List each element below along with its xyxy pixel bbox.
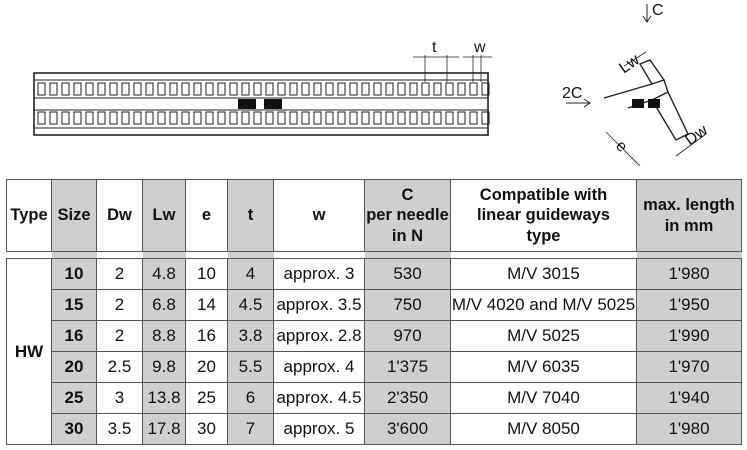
lw-cell: 9.8 (143, 352, 186, 383)
header-maxlen-line1: max. length (643, 195, 735, 214)
needle-slot (242, 112, 249, 124)
compat-cell: M/V 4020 and M/V 5025 (451, 290, 637, 321)
needle-slot (134, 112, 141, 124)
header-t: t (228, 180, 274, 252)
needle-slot (182, 83, 189, 95)
t-cell: 3.8 (228, 321, 274, 352)
w-cell: approx. 3.5 (274, 290, 365, 321)
needle-slot (362, 83, 369, 95)
needle-slot (362, 112, 369, 124)
needle-slot (194, 83, 201, 95)
dw-cell: 2 (97, 290, 143, 321)
header-compat-line3: type (526, 226, 561, 245)
dw-cell: 2.5 (97, 352, 143, 383)
size-cell: 10 (52, 259, 97, 290)
table-spacer-row (7, 252, 742, 259)
t-cell: 7 (228, 414, 274, 445)
w-cell: approx. 5 (274, 414, 365, 445)
cage-joint-left (238, 99, 256, 109)
needle-slot (230, 83, 237, 95)
needle-slot (326, 83, 333, 95)
needle-slot (194, 112, 201, 124)
needle-slot (110, 83, 117, 95)
dim-e-label: e (612, 137, 631, 156)
needle-slot (158, 83, 165, 95)
needle-slot (50, 83, 57, 95)
t-cell: 6 (228, 383, 274, 414)
dim-w-label: w (474, 39, 486, 56)
needle-slot (62, 83, 69, 95)
needle-slot (326, 112, 333, 124)
needle-slot (74, 112, 81, 124)
needle-slot (38, 83, 45, 95)
header-dw: Dw (97, 180, 143, 252)
needle-slot (254, 112, 261, 124)
needle-slot (170, 83, 177, 95)
dw-cell: 2 (97, 321, 143, 352)
e-cell: 14 (186, 290, 228, 321)
e-cell: 20 (186, 352, 228, 383)
needle-slot (398, 112, 405, 124)
dim-t-label: t (432, 39, 437, 56)
type-cell: HW (7, 259, 52, 445)
needle-slot (146, 112, 153, 124)
needle-slot (302, 83, 309, 95)
load-c-label: C (652, 2, 664, 19)
header-compat-line2: linear guideways (477, 206, 610, 225)
needle-slot (38, 112, 45, 124)
compat-cell: M/V 5025 (451, 321, 637, 352)
load-2c-label: 2C (562, 85, 583, 102)
needle-slot (86, 112, 93, 124)
maxlen-cell: 1'990 (637, 321, 742, 352)
t-cell: 4 (228, 259, 274, 290)
table-row (7, 383, 742, 414)
needle-slot (110, 112, 117, 124)
header-w: w (274, 180, 365, 252)
needle-slot (86, 83, 93, 95)
needle-slot (74, 83, 81, 95)
needle-slot (338, 112, 345, 124)
c-cell: 3'600 (365, 414, 451, 445)
c-cell: 970 (365, 321, 451, 352)
header-c-line3: in N (391, 226, 424, 245)
w-cell: approx. 4 (274, 352, 365, 383)
compat-cell: M/V 8050 (451, 414, 637, 445)
compat-cell: M/V 6035 (451, 352, 637, 383)
needle-slot (446, 112, 453, 124)
size-cell: 15 (52, 290, 97, 321)
needle-slot (134, 83, 141, 95)
needle-slot (410, 112, 417, 124)
needle-slot (314, 83, 321, 95)
needle-slots-bottom (38, 112, 489, 124)
needle-slots-top (38, 83, 489, 95)
maxlen-cell: 1'970 (637, 352, 742, 383)
lw-cell: 13.8 (143, 383, 186, 414)
needle-slot (182, 112, 189, 124)
table-row (7, 290, 742, 321)
c-cell: 2'350 (365, 383, 451, 414)
needle-slot (170, 112, 177, 124)
needle-slot (386, 83, 393, 95)
e-cell: 10 (186, 259, 228, 290)
maxlen-cell: 1'980 (637, 414, 742, 445)
w-cell: approx. 4.5 (274, 383, 365, 414)
needle-slot (254, 83, 261, 95)
needle-slot (242, 83, 249, 95)
needle-slot (266, 112, 273, 124)
table-row (7, 321, 742, 352)
lw-cell: 17.8 (143, 414, 186, 445)
needle-slot (458, 83, 465, 95)
e-cell: 16 (186, 321, 228, 352)
e-cell: 30 (186, 414, 228, 445)
needle-slot (386, 112, 393, 124)
size-cell: 25 (52, 383, 97, 414)
needle-slot (470, 112, 477, 124)
needle-slot (458, 112, 465, 124)
needle-slot (98, 112, 105, 124)
needle-slot (218, 83, 225, 95)
needle-slot (218, 112, 225, 124)
needle-slot (206, 83, 213, 95)
needle-slot (410, 83, 417, 95)
header-type: Type (7, 180, 52, 252)
needle-slot (422, 83, 429, 95)
header-max-length (637, 180, 742, 252)
header-c-line2: per needle (366, 206, 449, 225)
needle-slot (122, 112, 129, 124)
dw-cell: 3.5 (97, 414, 143, 445)
needle-slot (290, 83, 297, 95)
dw-cell: 3 (97, 383, 143, 414)
compat-cell: M/V 7040 (451, 383, 637, 414)
dim-lw-label: Lw (616, 51, 643, 78)
c-cell: 750 (365, 290, 451, 321)
needle-slot (122, 83, 129, 95)
needle-slot (50, 112, 57, 124)
size-cell: 30 (52, 414, 97, 445)
header-maxlen-line2: in mm (664, 216, 714, 235)
cage-joint-right (264, 99, 282, 109)
needle-slot (314, 112, 321, 124)
needle-slot (446, 83, 453, 95)
needle-slot (230, 112, 237, 124)
cage-spec-table (6, 179, 742, 445)
needle-slot (350, 112, 357, 124)
size-cell: 16 (52, 321, 97, 352)
needle-slot (206, 112, 213, 124)
needle-slot (350, 83, 357, 95)
c-cell: 1'375 (365, 352, 451, 383)
needle-slot (470, 83, 477, 95)
header-c (365, 180, 451, 252)
needle-slot (290, 112, 297, 124)
needle-slot (278, 83, 285, 95)
header-compat-line1: Compatible with (479, 185, 608, 204)
maxlen-cell: 1'950 (637, 290, 742, 321)
table-row (7, 352, 742, 383)
cage-cross-section (566, 4, 706, 166)
needle-slot (338, 83, 345, 95)
needle-slot (434, 112, 441, 124)
table-row (7, 259, 742, 290)
needle-slot (374, 83, 381, 95)
header-c-line1: C (401, 185, 414, 204)
compat-cell: M/V 3015 (451, 259, 637, 290)
needle-slot (62, 112, 69, 124)
maxlen-cell: 1'980 (637, 259, 742, 290)
needle-slot (374, 112, 381, 124)
needle-slot (146, 83, 153, 95)
header-size: Size (52, 180, 97, 252)
needle-slot (398, 83, 405, 95)
table-header-row (7, 180, 742, 252)
lw-cell: 8.8 (143, 321, 186, 352)
needle-slot (422, 112, 429, 124)
needle-slot (278, 112, 285, 124)
needle-slot (302, 112, 309, 124)
needle-slot (158, 112, 165, 124)
t-cell: 5.5 (228, 352, 274, 383)
needle-slot (266, 83, 273, 95)
lw-cell: 4.8 (143, 259, 186, 290)
w-cell: approx. 2.8 (274, 321, 365, 352)
size-cell: 20 (52, 352, 97, 383)
header-e: e (186, 180, 228, 252)
header-compatible (451, 180, 637, 252)
needle-slot (98, 83, 105, 95)
w-cell: approx. 3 (274, 259, 365, 290)
table-row (7, 414, 742, 445)
dim-dw-label: Dw (682, 121, 711, 150)
maxlen-cell: 1'940 (637, 383, 742, 414)
lw-cell: 6.8 (143, 290, 186, 321)
needle-slot (434, 83, 441, 95)
c-cell: 530 (365, 259, 451, 290)
cage-side-view (34, 55, 492, 135)
e-cell: 25 (186, 383, 228, 414)
header-lw: Lw (143, 180, 186, 252)
t-cell: 4.5 (228, 290, 274, 321)
needle-cage-drawing (0, 0, 747, 178)
dw-cell: 2 (97, 259, 143, 290)
